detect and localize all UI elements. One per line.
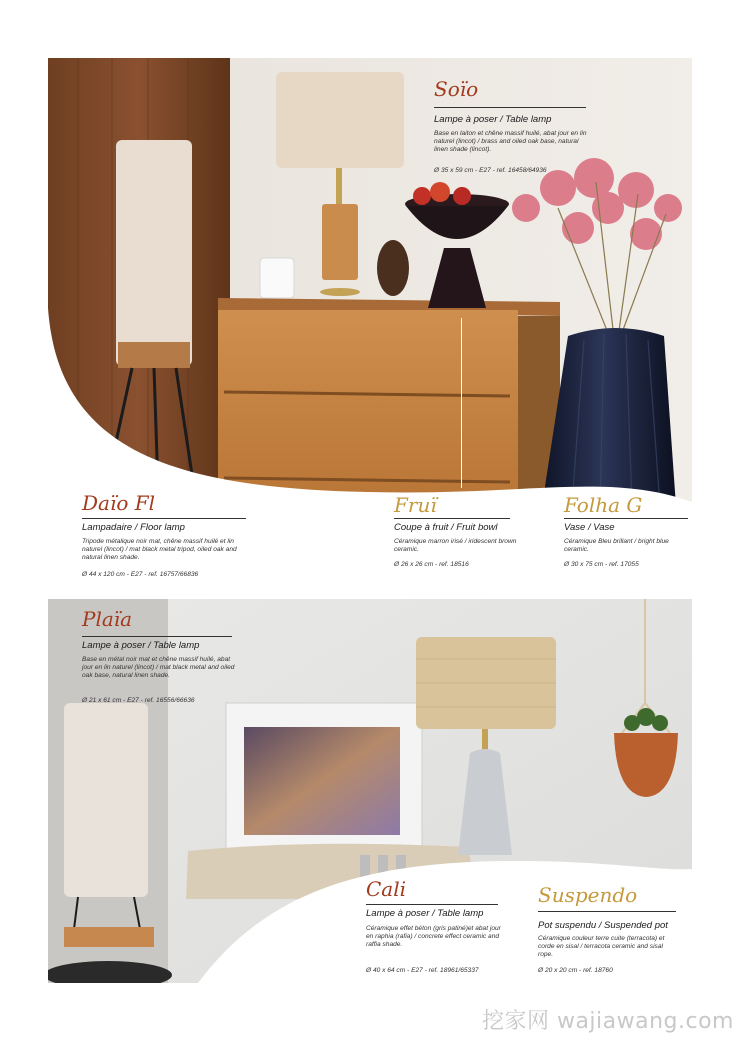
suspendo-description: Céramique couleur terre cuite (terracota) et corde en sisal / terracota ceramic and sisal rope. [538,935,665,959]
plaia-type: Lampe à poser / Table lamp [82,640,200,651]
soio-name: Soïo [434,77,479,101]
soio-ref: Ø 35 x 59 cm - E27 - ref. 16458/64936 [434,167,547,174]
top-photo [48,58,692,506]
top-scene-illustration [48,58,692,506]
frui-ref: Ø 26 x 26 cm - ref. 18516 [394,561,469,568]
soio-type: Lampe à poser / Table lamp [434,114,552,125]
daio-type: Lampadaire / Floor lamp [82,522,185,533]
frui-description: Céramique marron irisé / iridescent brown ceramic. [394,538,517,554]
cali-ref: Ø 40 x 64 cm - E27 - ref. 18961/65337 [366,967,479,974]
cali-type: Lampe à poser / Table lamp [366,908,484,919]
suspendo-name: Suspendo [538,883,638,907]
daio-description: Tripode métalique noir mat, chêne massif huilé et lin naturel (lincot) / mat black metal tripod, oiled oak and natural linen shade. [82,538,237,562]
frui-rule [394,518,510,519]
cali-rule [366,904,498,905]
fruit-bowl-pointer-line [461,318,462,488]
soio-rule [434,107,586,108]
folha-name: Folha G [564,493,643,517]
daio-rule [82,518,246,519]
suspendo-type: Pot suspendu / Suspended pot [538,920,668,931]
daio-name: Daïo Fl [82,491,156,515]
soio-description: Base en laiton et chêne massif huilé, abat jour en lin naturel (lincot) / brass and oiled oak base, natural linen shade (lincot). [434,130,587,154]
frui-type: Coupe à fruit / Fruit bowl [394,522,498,533]
plaia-rule [82,636,232,637]
cali-name: Cali [366,877,407,901]
folha-type: Vase / Vase [564,522,615,533]
plaia-name: Plaïa [82,607,133,631]
folha-ref: Ø 30 x 75 cm - ref. 17055 [564,561,639,568]
cali-description: Céramique effet béton (gris patiné)et abat jour en raphia (rafia) / concrete effect ceramic and raffia shade. [366,925,501,949]
suspendo-ref: Ø 20 x 20 cm - ref. 18760 [538,967,613,974]
watermark: 挖家网 wajiawang.com [481,1009,734,1034]
folha-rule [564,518,688,519]
plaia-ref: Ø 21 x 61 cm - E27 - ref. 16556/66636 [82,697,195,704]
daio-ref: Ø 44 x 120 cm - E27 - ref. 16757/66836 [82,571,199,578]
frui-name: Fruï [394,493,437,517]
folha-description: Céramique Bleu brillant / bright blue ceramic. [564,538,669,554]
plaia-description: Base en métal noir mat et chêne massif huilé, abat jour en lin naturel (lincot) / mat black metal and oiled oak base, natural linen shade. [82,656,235,680]
suspendo-rule [538,911,676,912]
